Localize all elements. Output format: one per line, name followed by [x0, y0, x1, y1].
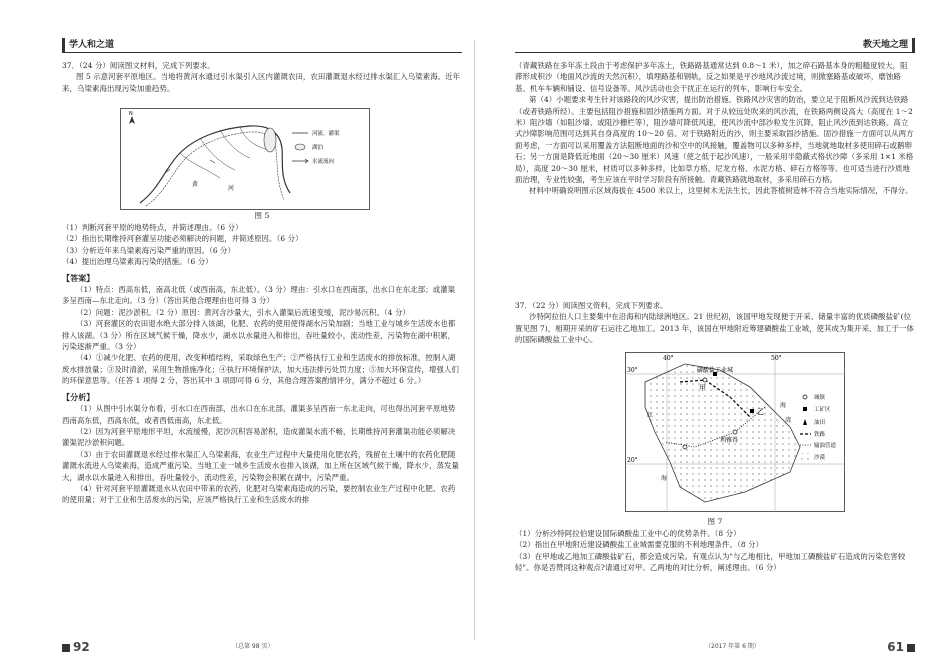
legend-desert-icon	[800, 453, 811, 461]
city-jia-icon	[703, 378, 707, 382]
left-page-number-text: 92	[73, 640, 90, 654]
cont-para-3: 材料中明确说明图示区域海拔在 4500 米以上，这里树木无法生长，因此答植树造林不符合当地实际情况，不得分。	[529, 186, 913, 196]
legend-mine-icon	[803, 407, 807, 411]
q37-material: 图 5 示意河套平原地区。当地将黄河水通过引水渠引入区内灌溉农田，农田灌溉退水经过排水渠汇入乌梁素海。近年来，乌梁素海出现污染加重趋势。	[62, 72, 461, 93]
label-bay1: 海	[780, 402, 787, 409]
legend-railway-label: 铁路	[814, 432, 826, 438]
label-lon40: 40°	[663, 355, 674, 362]
map-label-he: 河	[228, 185, 235, 192]
right-footer-center: （2017 年第 6 期）	[705, 643, 760, 650]
q37-sub-2: （2）指出长期维持河套灌呈功能必须解决的问题，并简述原因。（6 分）	[62, 234, 303, 244]
left-footer	[62, 640, 462, 654]
analysis-heading: 【分析】	[62, 392, 95, 402]
analysis-2: （2）因为河套平原地形平坦，水流缓慢，泥沙沉积容易淤积，造成灌渠水流不畅，长期维持河套灌渠功能必须解决灌渠泥沙淤积问题。	[62, 426, 456, 448]
right-continued-block	[515, 60, 915, 197]
legend-flow-label: 水流流向	[312, 159, 335, 165]
svg-text:N: N	[129, 111, 133, 117]
q37b-intro: 37．（22 分）阅读图文资料，完成下列要求。	[515, 301, 668, 310]
cont-para-2: 第（4）小题要求考生针对该路段的风沙灾害，提出防治措施。铁路风沙灾害的防治，要立足于阻断风沙流到达铁路（或者铁路所经）。主要包括阻沙措施和固沙措施两方面。对于从较远处吹来的风沙流，在铁路两侧设高大（高度在 1～2 米）阻沙墙（如阻沙墙、或阻沙栅栏等），阻沙墙可降低风速，使风沙流中部沙粒发生沉降，阻止风沙流到达铁路。高立式沙障影响范围可达到其自身高度的 10～20 倍。对于铁路附近的沙，则主要采取固沙措施。固沙措施一方面可以从两方面考虑，一方面可以采用覆盖方法阻断地面的沙和空中的风接触，覆盖物可以多种多样，当地就地取材多使用碎石或鹅卵石；另一方面是降低近地面（20～30 厘米）风速（使之低于起沙风速），一般采用半隐蔽式格状沙障（多采用 1×1 米格局），高度 20～30 厘米，材质可以多种多样，比如草方格、尼龙方格、水泥方格、碎石方格等等。也可适当进行沙质地面治理，专业性较强，考生应该在平时学习阶段有所接触。青藏铁路就地取材，多采用碎石方格。	[515, 95, 914, 185]
analysis-4: （4）针对河套平原灌溉退水从农田中带来的农药，化肥对乌梁素海造成的污染，要控制农业生产过程中化肥、农药的使用量；对于工业和生活废水的污染，应该严格执行工业和生活废水的排	[62, 483, 456, 505]
answer-heading: 【答案】	[62, 273, 95, 283]
label-lat20: 20°	[627, 457, 638, 464]
city-riyadh-icon	[733, 430, 737, 434]
legend-city-label: 城镇	[814, 395, 826, 401]
map-label-huang: 黄	[192, 181, 199, 188]
label-phosphate-city: 磷酸盐工业城	[697, 367, 734, 374]
label-riyadh: 利雅得	[720, 437, 739, 444]
right-page-number-text: 61	[887, 640, 904, 654]
page-marker-icon-right	[907, 644, 915, 652]
q37b-block	[515, 300, 915, 346]
legend-mine-label: 工矿区	[814, 407, 831, 413]
label-bay2: 湾	[785, 417, 792, 424]
answer-1: （1）特点：西高东低，南高北低（或西南高，东北低）。（3 分）理由：引水口在西南部，出水口在东北部；或灌渠多呈西南—东北走向。（3 分）（答出其他合理理由也可得 3 分）	[62, 285, 456, 306]
q37-sub-4: （4）提出治理乌梁素海污染的措施。（6 分）	[62, 257, 213, 267]
answer-4: （4）①减少化肥、农药的使用，改变种植结构，采取绿色生产；②严格执行工业和生活废水的排放标准，控制入湖废水排放量；③及时清淤，采用生物措施净化；④执行环境保护法，加大违法排污处罚力度；⑤加大环保宣传，增强人们的环保意思等。（任答 1 项得 2 分，答出其中 3 项即可得 6 分，其他合理答案酌情评分，满分不超过 6 分。）	[62, 353, 460, 386]
legend-lake-icon	[295, 144, 305, 150]
analysis-1: （1）从图中引水渠分布看，引水口在西南部，出水口在东北部，灌渠多呈西南一东北走向，可也得出河套平原地势西南高东低，西高东低，或者西低南高，东北低。	[62, 404, 456, 425]
right-questions	[515, 528, 915, 574]
answer-3: （3）河套灌区的农田退水绝大部分排入该湖，化肥、农药的使用使得湖水污染加剧；当地工业与城乡生活废水也都排入该湖。（3 分）所在区域气候干燥，降水少，湖水以水量进入和排出，吞吐量较小，流动性差，污染物在湖中积累，污染逐渐严重。（3 分）	[62, 319, 456, 352]
q37b-sub-3: （3）在甲地或乙地加工磷酸盐矿石，都会造成污染。有观点认为"与乙地相比，甲地加工磷酸盐矿石造成的污染危害较轻"。你是否赞同这种观点?请通过对甲、乙两地的对比分析，阐述理由。（6 分）	[515, 551, 906, 573]
yi-mine-icon	[750, 409, 754, 413]
legend-oilfield-label: 油田	[814, 420, 826, 426]
left-questions	[62, 222, 462, 506]
left-question-block	[62, 60, 462, 94]
figure-7-map	[625, 352, 845, 512]
hetao-map-svg	[120, 108, 370, 210]
legend-pipeline-label: 输油管道	[814, 443, 837, 449]
page-marker-icon	[62, 644, 70, 652]
wuliangsuhai-lake	[264, 128, 276, 152]
label-jia: 甲	[699, 384, 706, 392]
left-footer-center: （总第 98 页）	[232, 643, 274, 650]
figure-5-map	[120, 108, 370, 210]
saudi-map-svg	[625, 352, 845, 512]
q37-intro: 37．（24 分）阅读图文材料，完成下列要求。	[62, 61, 215, 70]
right-page-number	[887, 640, 915, 654]
figure-5-caption: 图 5	[254, 211, 270, 220]
cont-para-1: （青藏铁路在多年冻土段由于考虑保护多年冻土，铁路路基通常达到 0.8～1 米），加之碎石路基本身的粗糙度较大，阻滞形成积沙（地面风沙流的天然沉积），填埋路基和钢轨，反之如果是平沙地风沙流过境，则掀塞路基或破坏，磨蚀路基、机车车辆和铺设、信号设备等。风沙活动也会干扰正在运行的列车，影响行车安全。	[515, 61, 908, 93]
label-lon50: 50°	[771, 355, 782, 362]
legend-lake-label: 湖泊	[312, 145, 324, 151]
q37b-sub-1: （1）分析沙特阿拉伯建设国际磷酸盐工业中心的优势条件。（8 分）	[515, 529, 741, 538]
q37b-sub-2: （2）指出在甲地附近建设磷酸盐工业城需要克服的不利地理条件。（8 分）	[515, 540, 764, 550]
left-page-number	[62, 640, 90, 654]
right-header	[515, 38, 915, 53]
right-page	[475, 0, 950, 671]
figure-7-caption: 图 7	[707, 517, 723, 526]
analysis-3: （3）由于农田灌溉退水经过排水渠汇入乌梁素海，农业生产过程中大量使用化肥农药，残留在土壤中的农药化肥随灌溉水流进入乌梁素海，造成严重污染。当地工业一城乡生活废水也排入该湖，加上所在区域气候干燥，降水少，蒸发量大，湖水以水量进入和排出，吞吐量较小，流动性差，污染物会积累在湖中，污染严重。	[62, 449, 460, 482]
label-yi: 乙	[757, 408, 764, 416]
label-redsea-2: 海	[661, 475, 668, 482]
q37-sub-1: （1）判断河套平原的地势特点，并简述理由。（6 分）	[62, 223, 243, 232]
q37-sub-3: （3）分析近年来乌梁素海污染严重的原因。（6 分）	[62, 245, 236, 255]
right-header-title: 教天地之理	[859, 38, 915, 52]
legend-river-label: 河流、灌渠	[312, 131, 340, 137]
q37b-material: 沙特阿拉伯人口主要集中在沿海和内陆绿洲地区。21 世纪初，该国甲地发现便于开采、储量丰富的优质磷酸盐矿(位置见图 7)，相期开采的矿石运往乙地加工。2013 年，该国在甲地附近筹建磷酸盐工业城，使其成为集开采、加工于一体的国际磷酸盐工业中心。	[515, 312, 914, 345]
left-header	[62, 38, 462, 53]
right-footer	[515, 640, 915, 654]
label-redsea-1: 红	[647, 412, 654, 419]
legend-city-icon	[803, 395, 807, 399]
answer-2: （2）问题：泥沙淤积。（2 分）原因：黄河含沙量大，引水入灌渠后流速变缓，泥沙易沉积。（4 分）	[76, 307, 411, 317]
left-header-title: 学人和之道	[62, 38, 118, 52]
legend-desert-label: 沙漠	[814, 455, 826, 461]
city-jeddah-icon	[683, 445, 687, 449]
label-lat30: 30°	[627, 367, 638, 374]
